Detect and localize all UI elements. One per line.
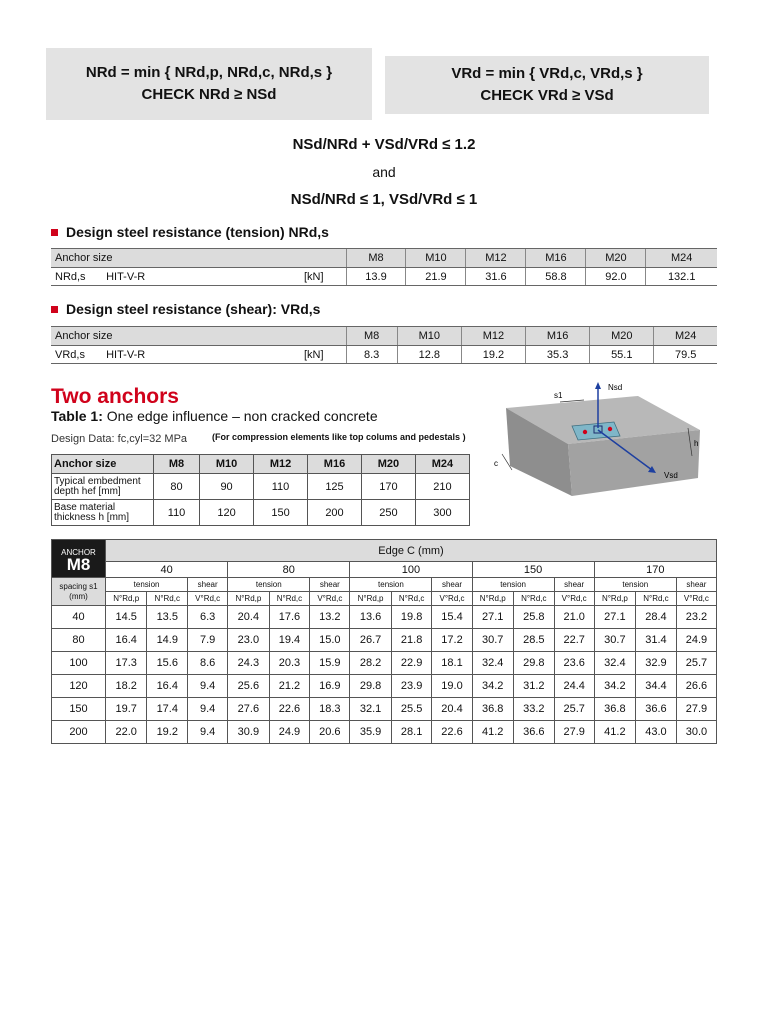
cell-value: 32.1: [350, 698, 391, 721]
cell-value: 22.6: [432, 721, 472, 744]
label-vsd: Vsd: [664, 471, 678, 480]
cell-value: 35.9: [350, 721, 391, 744]
cell-value: 23.6: [554, 652, 594, 675]
cell-value: 19.4: [269, 629, 310, 652]
label-h: h: [694, 439, 699, 448]
anchor-size: M8: [66, 554, 91, 574]
nsd-arrowhead-icon: [595, 382, 601, 389]
shear-group: shear: [188, 578, 228, 592]
tension-section-title-text: Design steel resistance (tension) NRd,s: [66, 224, 329, 240]
cell-value: 28.1: [391, 721, 432, 744]
cell-value: 30.9: [228, 721, 269, 744]
embedment-table: [51, 454, 470, 526]
cell-value: 25.8: [513, 606, 554, 629]
row-label: [51, 346, 300, 364]
label-nsd: Nsd: [608, 383, 623, 392]
table-1-title: [51, 408, 378, 424]
cell-value: 170: [361, 474, 415, 500]
shear-resistance-table: [51, 326, 717, 364]
sub-label: N°Rd,c: [636, 592, 677, 606]
spacing-value: 120: [52, 675, 106, 698]
cell-value: 20.6: [310, 721, 350, 744]
sub-header-row: [52, 592, 717, 606]
cell-value: 80: [154, 474, 200, 500]
cell-value: 14.5: [106, 606, 147, 629]
cell-value: 90: [200, 474, 254, 500]
cell-value: 13.6: [350, 606, 391, 629]
cell-value: 15.9: [310, 652, 350, 675]
shear-section-title: [51, 301, 320, 317]
header-size: M12: [466, 249, 526, 268]
spacing-value: 80: [52, 629, 106, 652]
cell-value: 13.9: [346, 268, 406, 286]
cell-value: 17.2: [432, 629, 472, 652]
interaction-and: and: [372, 164, 396, 180]
cell-value: 31.6: [466, 268, 526, 286]
header-size: M10: [397, 327, 461, 346]
cell-value: 20.4: [432, 698, 472, 721]
header-size: M8: [346, 249, 406, 268]
cell-value: 31.4: [636, 629, 677, 652]
cell-value: 26.7: [350, 629, 391, 652]
cell-value: 34.4: [636, 675, 677, 698]
sub-label: N°Rd,p: [472, 592, 513, 606]
cell-value: 23.2: [676, 606, 716, 629]
cell-value: 36.8: [472, 698, 513, 721]
concrete-block-figure: [488, 378, 718, 513]
cell-value: 25.5: [391, 698, 432, 721]
cell-value: 15.0: [310, 629, 350, 652]
cell-value: 30.7: [594, 629, 635, 652]
cell-value: 55.1: [590, 346, 654, 364]
header-size: M8: [346, 327, 397, 346]
row-product: HIT-V-R: [106, 270, 146, 283]
cell-value: 125: [308, 474, 362, 500]
cell-value: 16.4: [147, 675, 188, 698]
table-row: [52, 629, 717, 652]
table-header-row: [52, 455, 470, 474]
sub-label: N°Rd,c: [269, 592, 310, 606]
sub-label: V°Rd,c: [188, 592, 228, 606]
header-size: M24: [646, 249, 717, 268]
cell-value: 30.0: [676, 721, 716, 744]
cell-value: 31.2: [513, 675, 554, 698]
table-row: [52, 652, 717, 675]
cell-value: 110: [254, 474, 308, 500]
cell-value: 33.2: [513, 698, 554, 721]
row-label: Typical embedment depth hef [mm]: [52, 474, 154, 500]
cell-value: 36.8: [594, 698, 635, 721]
cell-value: 24.4: [554, 675, 594, 698]
edge-value: 80: [228, 562, 350, 578]
cell-value: 22.7: [554, 629, 594, 652]
cell-value: 16.9: [310, 675, 350, 698]
row-label: Base material thickness h [mm]: [52, 500, 154, 526]
cell-value: 30.7: [472, 629, 513, 652]
cell-value: 18.3: [310, 698, 350, 721]
tension-section-title: [51, 224, 329, 240]
cell-value: 27.6: [228, 698, 269, 721]
cell-value: 41.2: [472, 721, 513, 744]
m8-resistance-table: [51, 539, 717, 744]
cell-value: 300: [415, 500, 469, 526]
header-anchor-size: Anchor size: [51, 249, 346, 268]
shear-group: shear: [432, 578, 472, 592]
cell-value: 35.3: [526, 346, 590, 364]
cell-value: 210: [415, 474, 469, 500]
cell-value: 24.9: [269, 721, 310, 744]
cell-value: 22.6: [269, 698, 310, 721]
m8-table-body: [52, 606, 717, 744]
spacing-value: 40: [52, 606, 106, 629]
table-row: [52, 474, 470, 500]
table-header-row: [52, 540, 717, 562]
cell-value: 13.5: [147, 606, 188, 629]
tension-formula-line2: CHECK NRd ≥ NSd: [141, 86, 277, 103]
bullet-square-icon: [51, 306, 58, 313]
spacing-value: 100: [52, 652, 106, 675]
tension-group: tension: [594, 578, 676, 592]
cell-value: 27.9: [676, 698, 716, 721]
spacing-label: spacing s1 (mm): [52, 578, 106, 606]
row-label: [51, 268, 300, 286]
header-size: M20: [590, 327, 654, 346]
cell-value: 32.4: [594, 652, 635, 675]
anchor-dot: [583, 430, 587, 434]
cell-value: 19.8: [391, 606, 432, 629]
sub-label: N°Rd,c: [391, 592, 432, 606]
cell-value: 58.8: [526, 268, 586, 286]
cell-value: 19.0: [432, 675, 472, 698]
sub-label: N°Rd,p: [228, 592, 269, 606]
anchor-cell: [52, 540, 106, 578]
cell-value: 28.5: [513, 629, 554, 652]
cell-value: 21.2: [269, 675, 310, 698]
anchor-dot: [608, 427, 612, 431]
cell-value: 9.4: [188, 721, 228, 744]
sub-label: N°Rd,p: [350, 592, 391, 606]
header-size: M16: [308, 455, 362, 474]
sub-label: N°Rd,c: [147, 592, 188, 606]
tension-group: tension: [472, 578, 554, 592]
header-size: M24: [415, 455, 469, 474]
cell-value: 25.7: [554, 698, 594, 721]
edge-value: 150: [472, 562, 594, 578]
header-anchor-size: Anchor size: [51, 327, 346, 346]
cell-value: 22.0: [106, 721, 147, 744]
cell-value: 250: [361, 500, 415, 526]
cell-value: 41.2: [594, 721, 635, 744]
cell-value: 27.9: [554, 721, 594, 744]
table-row: [52, 500, 470, 526]
cell-value: 22.9: [391, 652, 432, 675]
shear-group: shear: [310, 578, 350, 592]
cell-value: 16.4: [106, 629, 147, 652]
edge-value: 100: [350, 562, 472, 578]
cell-value: 200: [308, 500, 362, 526]
cell-value: 24.3: [228, 652, 269, 675]
cell-value: 8.3: [346, 346, 397, 364]
header-size: M10: [200, 455, 254, 474]
shear-formula-line2: CHECK VRd ≥ VSd: [480, 87, 614, 104]
table-row: [52, 721, 717, 744]
spacing-value: 150: [52, 698, 106, 721]
tension-formula-box: [46, 48, 372, 120]
header-size: M12: [254, 455, 308, 474]
row-product: HIT-V-R: [106, 348, 146, 361]
shear-formula-line1: VRd = min { VRd,c, VRd,s }: [451, 65, 643, 82]
cell-value: 17.3: [106, 652, 147, 675]
cell-value: 34.2: [594, 675, 635, 698]
interaction-equation-1: NSd/NRd + VSd/VRd ≤ 1.2: [292, 136, 476, 153]
table-row: [51, 268, 717, 286]
header-size: M24: [654, 327, 717, 346]
table-1-label: Table 1:: [51, 408, 103, 424]
tension-group: tension: [350, 578, 432, 592]
design-data: Design Data: fc,cyl=32 MPa: [51, 433, 188, 445]
row-unit: [kN]: [300, 346, 346, 364]
cell-value: 19.2: [461, 346, 525, 364]
row-symbol: NRd,s: [55, 270, 86, 283]
row-unit: [kN]: [300, 268, 346, 286]
cell-value: 32.4: [472, 652, 513, 675]
table-header-row: [51, 249, 717, 268]
cell-value: 20.3: [269, 652, 310, 675]
tension-group: tension: [228, 578, 310, 592]
label-s1: s1: [554, 391, 563, 400]
cell-value: 18.2: [106, 675, 147, 698]
header-size: M16: [526, 249, 586, 268]
bullet-square-icon: [51, 229, 58, 236]
table-header-row: [51, 327, 717, 346]
spacing-value: 200: [52, 721, 106, 744]
anchor-label: ANCHOR: [61, 547, 96, 557]
header-size: M12: [461, 327, 525, 346]
cell-value: 19.7: [106, 698, 147, 721]
cell-value: 25.6: [228, 675, 269, 698]
cell-value: 23.9: [391, 675, 432, 698]
sub-label: N°Rd,c: [513, 592, 554, 606]
cell-value: 36.6: [636, 698, 677, 721]
cell-value: 6.3: [188, 606, 228, 629]
cell-value: 12.8: [397, 346, 461, 364]
cell-value: 27.1: [472, 606, 513, 629]
cell-value: 21.8: [391, 629, 432, 652]
cell-value: 19.2: [147, 721, 188, 744]
header-anchor-size: Anchor size: [52, 455, 154, 474]
table-row: [51, 346, 717, 364]
header-size: M10: [406, 249, 466, 268]
header-size: M20: [361, 455, 415, 474]
cell-value: 32.9: [636, 652, 677, 675]
cell-value: 9.4: [188, 698, 228, 721]
cell-value: 92.0: [586, 268, 646, 286]
sub-label: V°Rd,c: [554, 592, 594, 606]
cell-value: 20.4: [228, 606, 269, 629]
label-c: c: [494, 459, 498, 468]
cell-value: 13.2: [310, 606, 350, 629]
sub-label: V°Rd,c: [676, 592, 716, 606]
cell-value: 17.6: [269, 606, 310, 629]
cell-value: 29.8: [350, 675, 391, 698]
cell-value: 26.6: [676, 675, 716, 698]
table-1-description: One edge influence – non cracked concrete: [106, 408, 378, 424]
cell-value: 17.4: [147, 698, 188, 721]
cell-value: 7.9: [188, 629, 228, 652]
sub-label: V°Rd,c: [310, 592, 350, 606]
cell-value: 24.9: [676, 629, 716, 652]
cell-value: 150: [254, 500, 308, 526]
edge-value: 40: [106, 562, 228, 578]
shear-group: shear: [554, 578, 594, 592]
tension-resistance-table: [51, 248, 717, 286]
cell-value: 21.0: [554, 606, 594, 629]
interaction-equation-2: NSd/NRd ≤ 1, VSd/VRd ≤ 1: [290, 191, 478, 208]
cell-value: 132.1: [646, 268, 717, 286]
shear-group: shear: [676, 578, 716, 592]
cell-value: 29.8: [513, 652, 554, 675]
table-row: [52, 698, 717, 721]
cell-value: 27.1: [594, 606, 635, 629]
table-row: [52, 675, 717, 698]
edge-header: Edge C (mm): [106, 540, 717, 562]
edge-row: [52, 562, 717, 578]
cell-value: 23.0: [228, 629, 269, 652]
two-anchors-heading: Two anchors: [51, 385, 179, 408]
sub-label: V°Rd,c: [432, 592, 472, 606]
row-symbol: VRd,s: [55, 348, 85, 361]
cell-value: 18.1: [432, 652, 472, 675]
cell-value: 28.2: [350, 652, 391, 675]
table-row: [52, 606, 717, 629]
compression-note: (For compression elements like top colums and pedestals ): [212, 432, 466, 442]
shear-formula-box: [385, 56, 709, 114]
cell-value: 21.9: [406, 268, 466, 286]
cell-value: 79.5: [654, 346, 717, 364]
sub-label: N°Rd,p: [594, 592, 635, 606]
cell-value: 9.4: [188, 675, 228, 698]
cell-value: 8.6: [188, 652, 228, 675]
edge-value: 170: [594, 562, 716, 578]
header-size: M20: [586, 249, 646, 268]
group-row: [52, 578, 717, 592]
cell-value: 110: [154, 500, 200, 526]
header-size: M8: [154, 455, 200, 474]
sub-label: N°Rd,p: [106, 592, 147, 606]
cell-value: 15.6: [147, 652, 188, 675]
cell-value: 25.7: [676, 652, 716, 675]
cell-value: 36.6: [513, 721, 554, 744]
cell-value: 14.9: [147, 629, 188, 652]
header-size: M16: [526, 327, 590, 346]
tension-formula-line1: NRd = min { NRd,p, NRd,c, NRd,s }: [85, 64, 333, 81]
cell-value: 43.0: [636, 721, 677, 744]
cell-value: 34.2: [472, 675, 513, 698]
cell-value: 120: [200, 500, 254, 526]
cell-value: 28.4: [636, 606, 677, 629]
tension-group: tension: [106, 578, 188, 592]
shear-section-title-text: Design steel resistance (shear): VRd,s: [66, 301, 321, 317]
cell-value: 15.4: [432, 606, 472, 629]
